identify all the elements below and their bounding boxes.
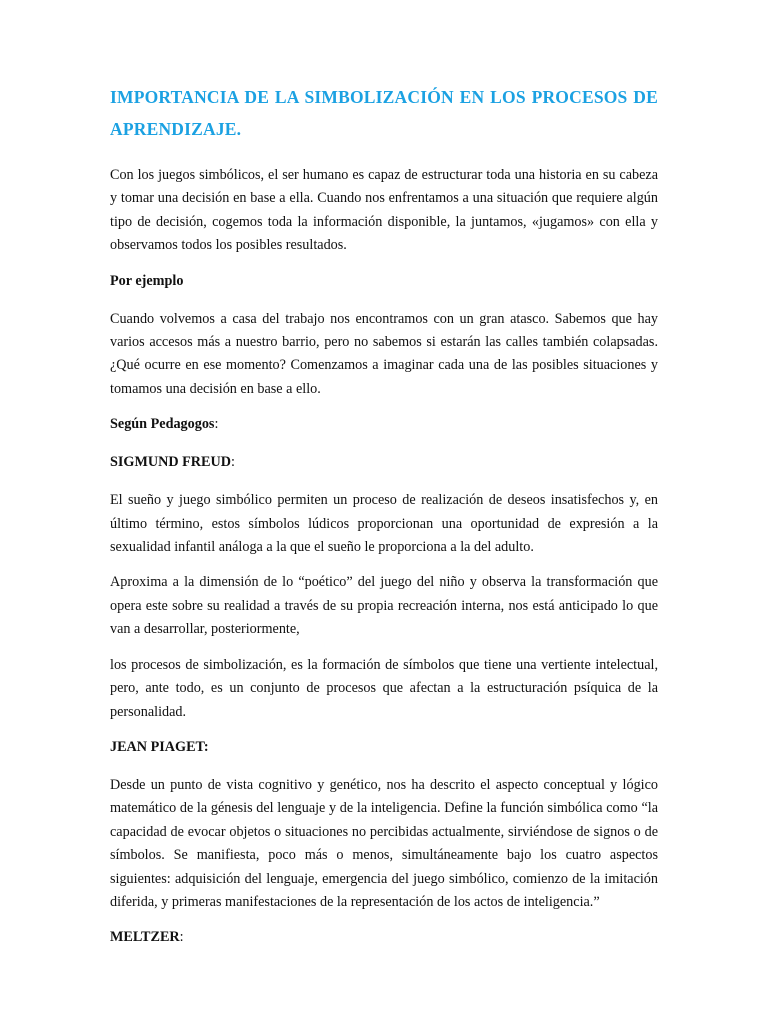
pedagogos-heading — [110, 413, 658, 435]
freud-paragraph-3: los procesos de simbolización, es la formación de símbolos que tiene una vertiente intelectual, pero, ante todo, es un conjunto de procesos que afectan a la estructuración psíquica de la personalidad. — [110, 656, 658, 720]
freud-heading-text: SIGMUND FREUD — [110, 454, 231, 471]
example-heading: Por ejemplo — [110, 272, 184, 289]
example-paragraph: Cuando volvemos a casa del trabajo nos encontramos con un gran atasco. Sabemos que hay varios accesos más a nuestro barrio, pero no sabemos si estarán las calles también colapsadas. ¿Qué ocurre en ese momento? Comenzamos a imaginar cada una de las posibles situaciones y tomamos una decisión en base a ello. — [110, 310, 658, 397]
intro-paragraph: Con los juegos simbólicos, el ser humano es capaz de estructurar toda una historia en su cabeza y tomar una decisión en base a ella. Cuando nos enfrentamos a una situación que requiere algún tipo de decisión, cogemos toda la información disponible, la juntamos, «jugamos» con ella y observamos todos los posibles resultados. — [110, 167, 658, 254]
freud-paragraph-1: El sueño y juego simbólico permiten un proceso de realización de deseos insatisfechos y, en último término, estos símbolos lúdicos proporcionan una oportunidad de expresión a la sexualidad infantil análoga a la que el sueño le proporciona a la del adulto. — [110, 492, 658, 556]
pedagogos-heading-text: Según Pedagogos — [110, 416, 215, 433]
document-title: IMPORTANCIA DE LA SIMBOLIZACIÓN EN LOS PROCESOS DE APRENDIZAJE. — [110, 87, 658, 139]
freud-heading-colon: : — [231, 454, 235, 471]
meltzer-heading-colon: : — [179, 929, 184, 946]
piaget-paragraph: Desde un punto de vista cognitivo y genético, nos ha descrito el aspecto conceptual y lógico matemático de la génesis del lenguaje y de la inteligencia. Define la función simbólica como “la capacidad de evocar objetos o situaciones no percibidas actualmente, sirviéndose de signos o de símbolos. Se manifiesta, poco más o menos, simultáneamente bajo los cuatro aspectos siguientes: adquisición del lenguaje, emergencia del juego simbólico, comienzo de la imitación diferida, y primeras manifestaciones de la representación de los actos de inteligencia.” — [110, 776, 658, 910]
meltzer-heading-text: MELTZER — [110, 929, 180, 946]
pedagogos-heading-colon: : — [214, 416, 219, 433]
freud-paragraph-2: Aproxima a la dimensión de lo “poético” del juego del niño y observa la transformación que opera este sobre su realidad a través de su propia recreación interna, nos está anticipado lo que van a desarrollar, posteriormente, — [110, 574, 658, 638]
piaget-heading: JEAN PIAGET: — [110, 738, 209, 755]
freud-heading — [110, 451, 658, 473]
meltzer-heading — [110, 926, 658, 948]
